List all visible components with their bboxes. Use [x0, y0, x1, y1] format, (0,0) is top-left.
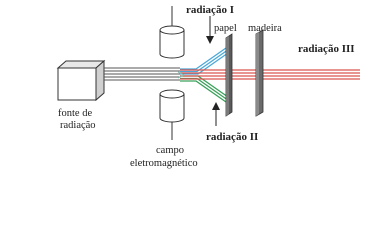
source-beams — [104, 68, 180, 80]
radiation-3-label: radiação III — [298, 43, 355, 55]
radiation-3-beams — [180, 70, 360, 79]
radiation-source-label-line1: fonte de — [58, 108, 93, 119]
lower-field-cylinder — [160, 90, 184, 140]
radiation-2-beams — [180, 76, 228, 102]
field-label-line1: campo — [156, 145, 184, 156]
paper-label: papel — [214, 23, 237, 34]
radiation-1-label: radiação I — [186, 4, 234, 16]
radiation-source-label-line2: radiação — [60, 120, 96, 131]
radiation-source-box — [58, 61, 104, 100]
radiation-2-arrow — [212, 102, 220, 126]
field-label-line2: eletromagnético — [130, 158, 198, 169]
radiation-2-label: radiação II — [206, 131, 259, 143]
radiation-1-arrow — [206, 16, 214, 44]
wood-label: madeira — [248, 23, 282, 34]
upper-field-cylinder — [160, 6, 184, 58]
paper-slab — [226, 34, 232, 116]
wood-slab — [256, 30, 263, 116]
